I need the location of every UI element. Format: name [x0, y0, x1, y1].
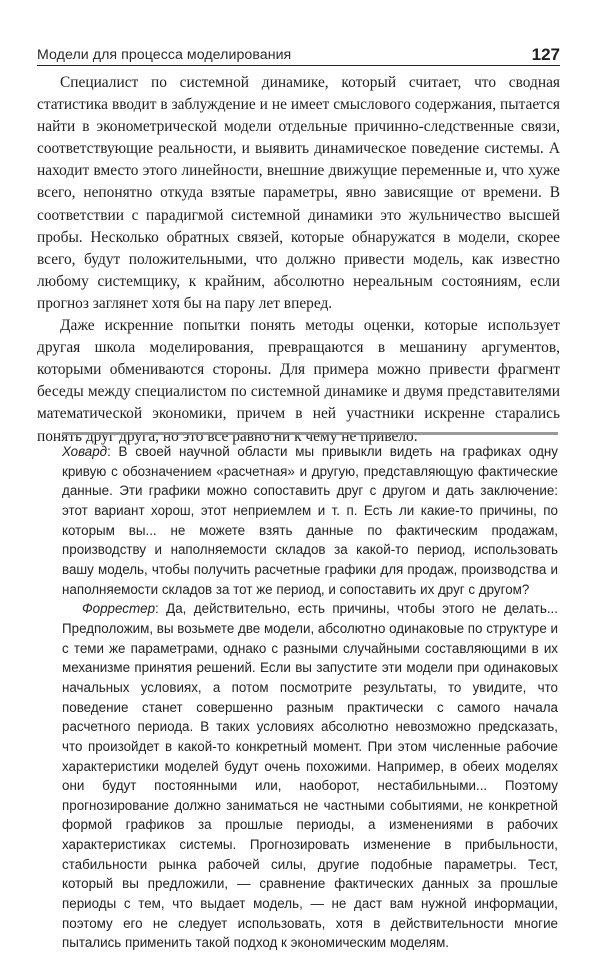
speaker-name: Форрестер	[82, 601, 156, 617]
running-head	[37, 46, 560, 66]
speaker-name: Ховард	[62, 444, 108, 459]
paragraph-2: Даже искренние попытки понять методы оценки, которые использует другая школа моделирования, превращаются в мешанину аргументов, которыми обмениваются стороны. Для примера можно привести фрагмент беседы между специалистом по системной динамике и двумя представителями математической экономики, причем в ней участники искренне старались понять друг друга, но это все равно ни к чему не привело.	[37, 317, 560, 445]
paragraph-1: Специалист по системной динамике, который считает, что сводная статистика вводит в заблуждение и не имеет смыслового содержания, пытается найти в эконометрической модели отдельные причинно-следственные связи, соответствующие реальности, и выявить динамическое поведение системы. А находит вместо этого линейности, внешние движущие переменные и, что хуже всего, непонятно откуда взятые параметры, явно зависящие от времени. В соответствии с парадигмой системной динамики это жульничество высшей пробы. Несколько обратных связей, которые обнаружатся в модели, скорее всего, будут положительными, что должно привести модель, как известно любому системщику, к крайним, абсолютно нереальным состояниям, если прогноз заглянет хотя бы на пару лет вперед.	[37, 74, 560, 312]
dialogue-turn-forrester	[62, 599, 558, 953]
body-text	[37, 72, 560, 448]
dialogue-excerpt	[62, 432, 558, 953]
dialogue-text: : Да, действительно, есть причины, чтобы этого не делать... Предположим, вы возьмете две модели, абсолютно одинаковые по структуре и с теми же параметрами, однако с разными случайными составляющими в их механизме принятия решений. Если вы запустите эти модели при одинаковых начальных условиях, а потом посмотрите результаты, то увидите, что поведение станет совершенно разным практически с самого начала расчетного периода. В таких условиях абсолютно невозможно предсказать, что произойдет в какой-то конкретный момент. При этом численные рабочие характеристики моделей будут очень похожими. Например, в обеих моделях они будут постоянными или, наоборот, нестабильными... Поэтому прогнозирование должно заниматься не частными событиями, не конкретной формой графиков за прошлые периоды, а изменениями в рабочих характеристиках системы. Прогнозировать изменение в прибыльности, стабильности рынка рабочей силы, другие подобные параметры. Тест, который вы предложили, — сравнение фактических данных за прошлые периоды с тем, что выдает модель, — не даст вам нужной информации, поэтому его не следует использовать, хотя в действительности многие пытались применить такой подход к экономическим моделям.	[62, 601, 558, 951]
page-number: 127	[531, 45, 560, 64]
dialogue-turn-howard	[62, 442, 558, 599]
chapter-title: Модели для процесса моделирования	[37, 47, 292, 63]
dialogue-text: : В своей научной области мы привыкли видеть на графиках одну кривую с обозначением «расчетная» и другую, представляющую фактические данные. Эти графики можно сопоставить друг с другом и дать заключение: этот вариант хорош, этот неприемлем и т. п. Есть ли какие-то причины, по которым вы... не можете взять данные по фактическим продажам, производству и наполняемости складов за какой-то период, использовать вашу модель, чтобы получить расчетные графики для продаж, производства и наполняемости складов за тот же период, и сопоставить их друг с другом?	[62, 444, 558, 597]
